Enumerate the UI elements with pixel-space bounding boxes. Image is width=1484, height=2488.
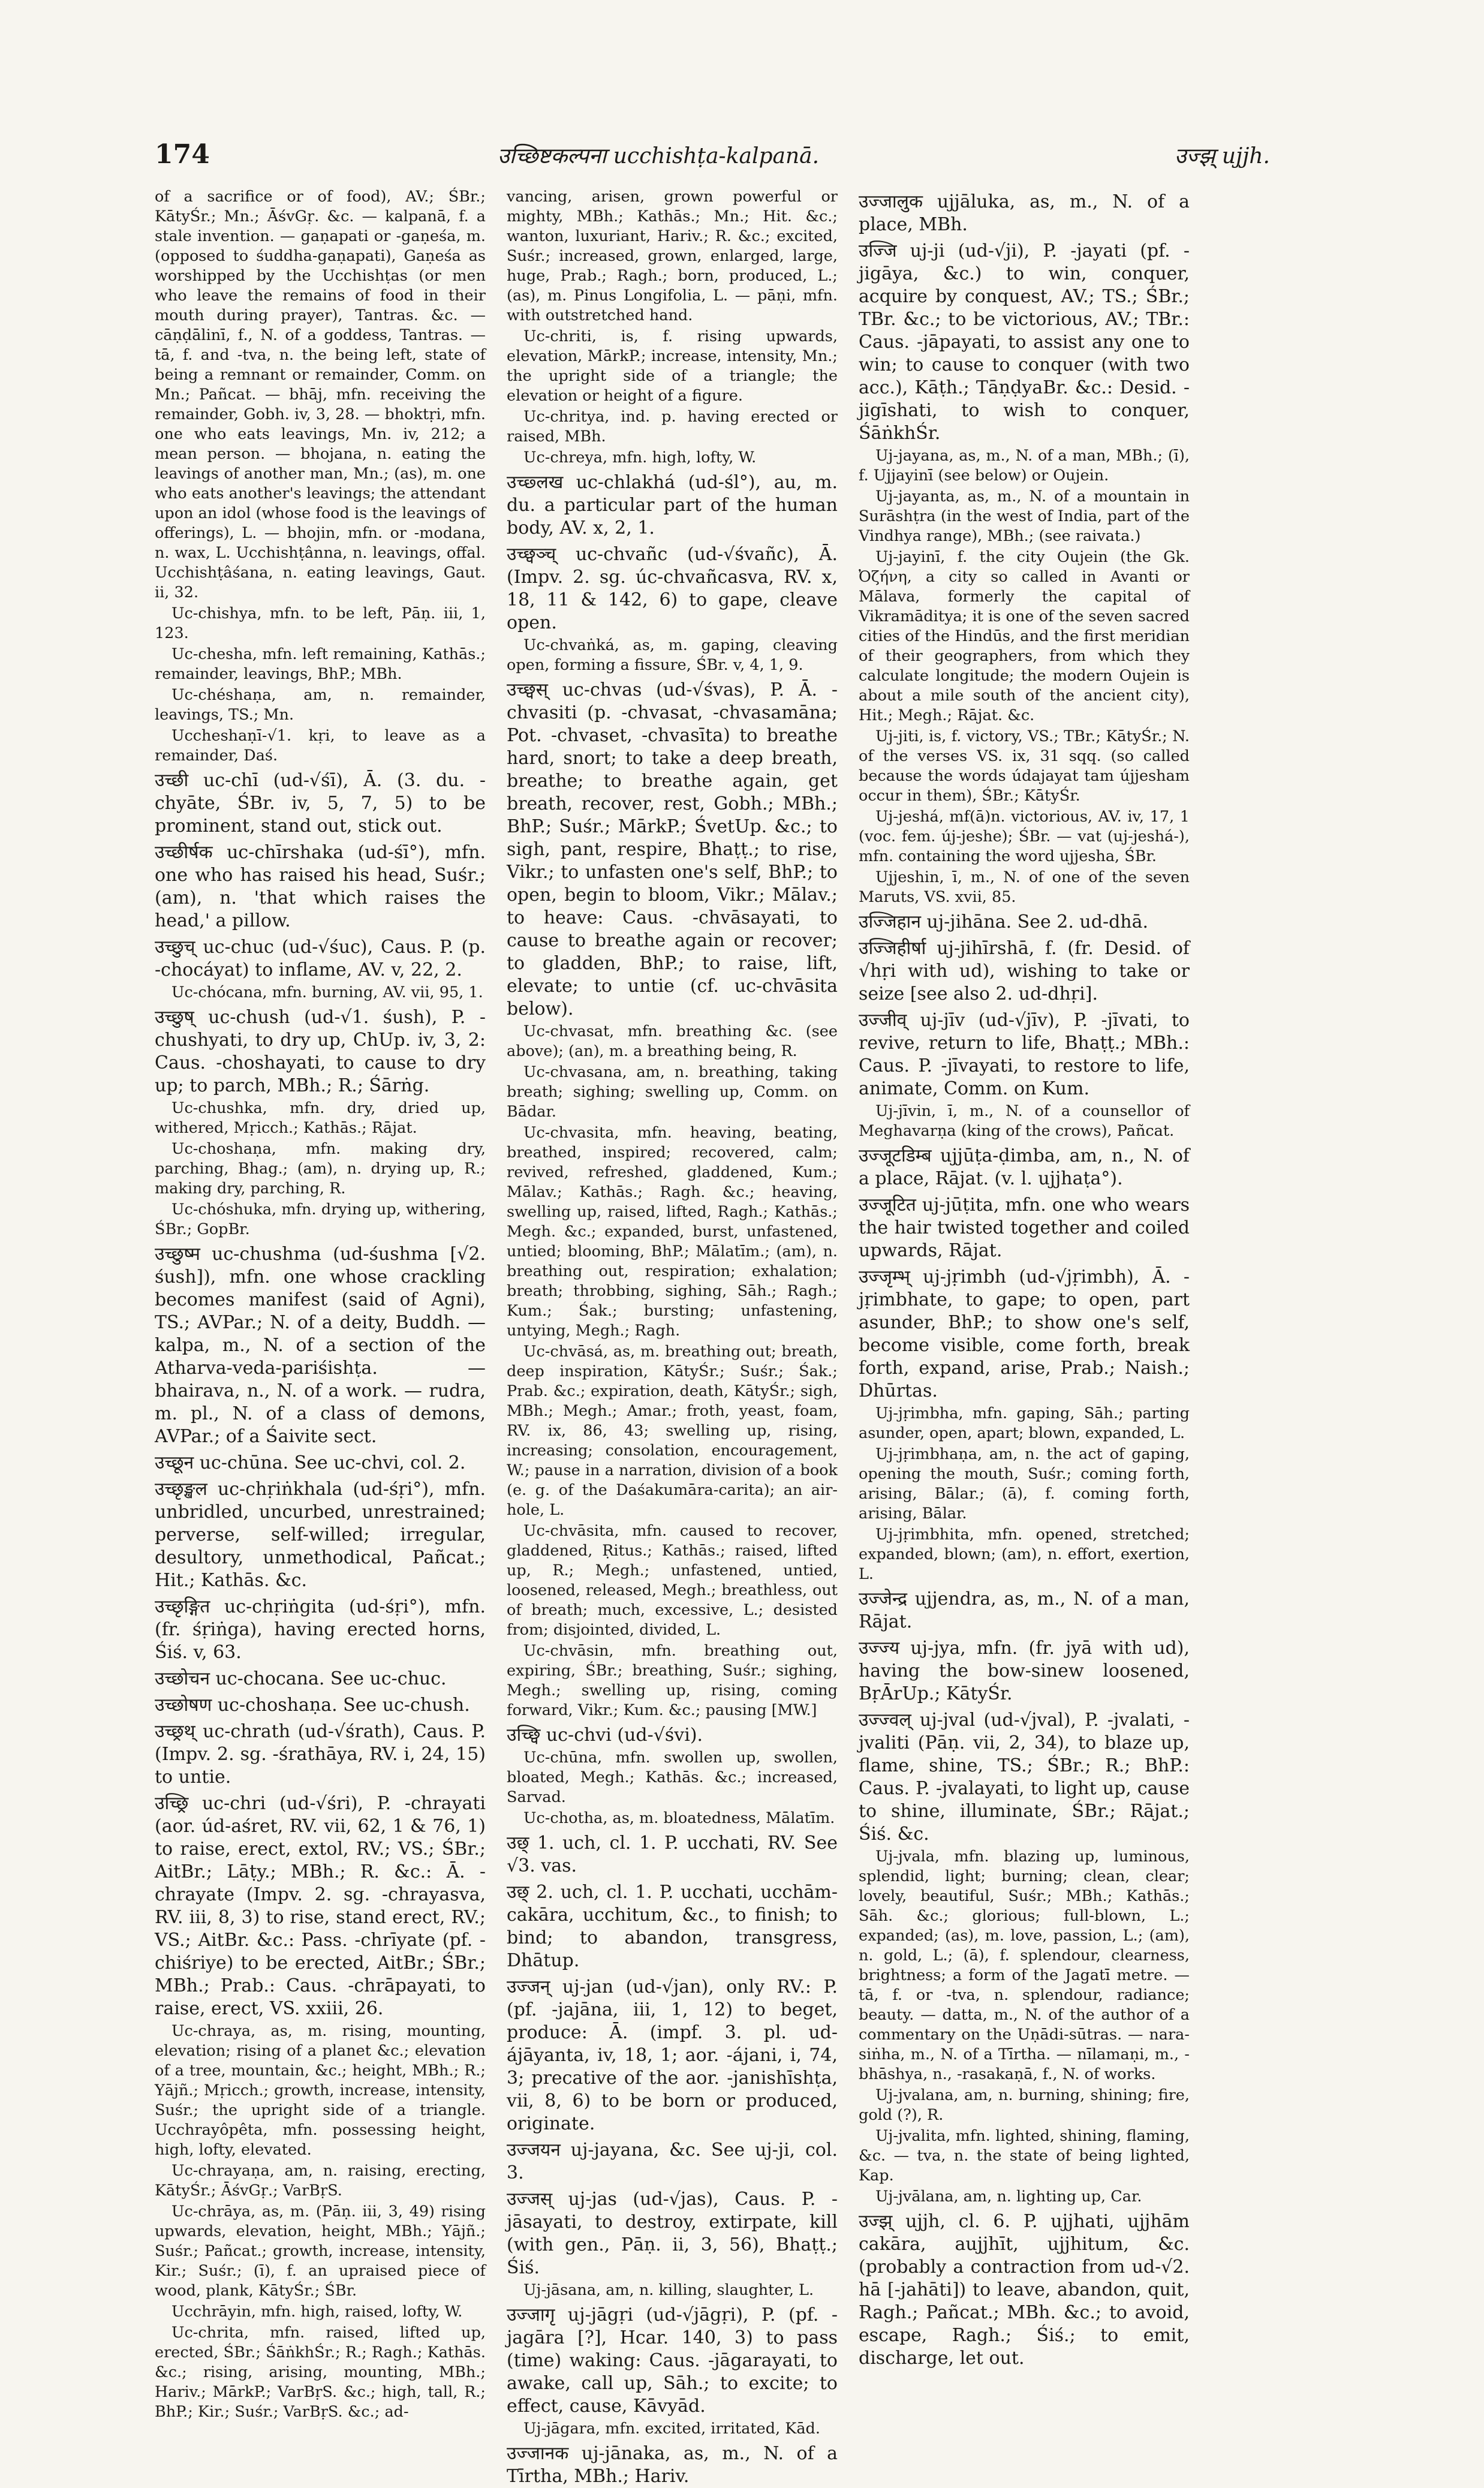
dictionary-entry: Uj-jṛimbha, mfn. gaping, Sāh.; parting asunder, open, apart; blown, expanded, L. <box>859 1404 1190 1442</box>
dictionary-entry: उज्झ् ujjh, cl. 6. P. ujjhati, ujjhām cakāra, aujjhīt, ujjhitum, &c. (probably a contraction from ud-√2. hā [-jahāti]) to leave, abandon, quit, Ragh.; Pañcat.; MBh. &c.; to avoid, escape, Ragh.; Śiś.; to emit, discharge, let out. <box>859 2211 1190 2369</box>
dictionary-entry: Uj-jvālana, am, n. lighting up, Car. <box>875 2188 1142 2206</box>
dictionary-entry: Uj-jayanta, as, m., N. of a mountain in Surāshṭra (in the west of India, part of the Vindhya range), MBh.; (see raivata.) <box>859 488 1190 545</box>
dictionary-entry: Uj-jṛimbhaṇa, am, n. the act of gaping, opening the mouth, Suśr.; coming forth, arising, Bālar.; (ā), f. coming forth, arising, Bālar. <box>859 1445 1190 1523</box>
dictionary-entry: Uc-chriti, is, f. rising upwards, elevation, MārkP.; increase, intensity, Mn.; the upright side of a triangle; the elevation or height of a figure. <box>507 327 838 405</box>
dictionary-entry: Uc-chreya, mfn. high, lofty, W. <box>523 449 757 467</box>
dictionary-entry: उज्जयन uj-jayana, &c. See uj-ji, col. 3. <box>507 2140 838 2183</box>
dictionary-entry: Uc-chóshuka, mfn. drying up, withering, ŚBr.; GopBr. <box>155 1201 486 1238</box>
running-head-left: उच्छिष्टकल्पना ucchishṭa-kalpanā. <box>497 144 820 169</box>
dictionary-entry: Uc-chotha, as, m. bloatedness, Mālatīm. <box>523 1809 835 1827</box>
dictionary-entry: उच्छृङ्खल uc-chṛiṅkhala (ud-śṛi°), mfn. unbridled, uncurbed, unrestrained; perverse, self-willed; irregular, desultory, unmethodical, Pañcat.; Hit.; Kathās. &c. <box>155 1479 486 1591</box>
dictionary-entry: Uc-chvasita, mfn. heaving, beating, breathed, inspired; recovered, calm; revived, refreshed, gladdened, Kum.; Mālav.; Kathās.; Ragh. &c.; heaving, swelling up, raised, lifted, Ragh.; Kathās.; Megh. &c.; expanded, burst, unfastened, untied; blooming, BhP.; Mālatīm.; (am), n. breathing out, respiration; exhalation; breath; throbbing, sighing, Sāh.; Ragh.; Kum.; Śak.; bursting; unfastening, untying, Megh.; Ragh. <box>507 1124 838 1340</box>
dictionary-entry: उच्छीर्षक uc-chīrshaka (ud-śī°), mfn. one who has raised his head, Suśr.; (am), n. 'that which raises the head,' a pillow. <box>155 842 486 931</box>
dictionary-entry: Uj-jayana, as, m., N. of a man, MBh.; (ī), f. Ujjayinī (see below) or Oujein. <box>859 447 1190 485</box>
page-number: 174 <box>155 139 210 170</box>
dictionary-entry: उच्छोषण uc-choshaṇa. See uc-chush. <box>155 1695 470 1716</box>
dictionary-entry: उज्जेन्द्र ujjendra, as, m., N. of a man, Rājat. <box>859 1589 1190 1632</box>
dictionary-entry: of a sacrifice or of food), AV.; ŚBr.; KātyŚr.; Mn.; ĀśvGṛ. &c. — kalpanā, f. a stale invention. — gaṇapati or -gaṇeśa, m. (opposed to śuddha-gaṇapati), Gaṇeśa as worshipped by the Ucchishṭas (or men who leave the remains of food in their mouth during prayer), Tantras. &c. — cāṇḍālinī, f., N. of a goddess, Tantras. — tā, f. and -tva, n. the being left, state of being a remnant or remainder, Comm. on Mn.; Pañcat. — bhāj, mfn. receiving the remainder, Gobh. iv, 3, 28. — bhoktṛi, mfn. one who eats leavings, Mn. iv, 212; a mean person. — bhojana, n. eating the leavings of another man, Mn.; (as), m. one who eats another's leavings; the attendant upon an idol (whose food is the leavings of offerings), L. — bhojin, mfn. or -modana, n. wax, L. Ucchishṭânna, n. leavings, offal. Ucchishṭâśana, n. eating leavings, Gaut. ii, 32. <box>155 188 486 601</box>
dictionary-entry: उज्जूटडिम्ब ujjūṭa-ḍimba, am, n., N. of a place, Rājat. (v. l. ujjhaṭa°). <box>859 1145 1190 1189</box>
dictionary-entry: उच्छुष्म uc-chushma (ud-śushma [√2. śush]), mfn. one whose crackling becomes manifest (said of Agni), TS.; AVPar.; N. of a deity, Buddh. — kalpa, m., N. of a section of the Atharva-veda-pariśishṭa. — bhairava, n., N. of a work. — rudra, m. pl., N. of a class of demons, AVPar.; of a Śaivite sect. <box>155 1244 486 1447</box>
dictionary-entry: उज्जस् uj-jas (ud-√jas), Caus. P. -jāsayati, to destroy, extirpate, kill (with gen., Pāṇ. ii, 3, 56), Bhaṭṭ.; Śiś. <box>507 2189 838 2278</box>
dictionary-entry: vancing, arisen, grown powerful or mighty, MBh.; Kathās.; Mn.; Hit. &c.; wanton, luxuriant, Hariv.; R. &c.; excited, Suśr.; increased, grown, enlarged, large, huge, Prab.; Ragh.; born, produced, L.; (as), m. Pinus Longifolia, L. — pāṇi, mfn. with outstretched hand. <box>507 188 838 324</box>
dictionary-entry: Uc-chushka, mfn. dry, dried up, withered, Mṛicch.; Kathās.; Rājat. <box>155 1099 486 1137</box>
dictionary-entry: उज्जन् uj-jan (ud-√jan), only RV.: P. (pf. -jajāna, iii, 1, 12) to beget, produce: Ā. (impf. 3. pl. ud-ájāyanta, iv, 18, 1; aor. -ájani, i, 74, 3; precative of the aor. -janishīshṭa, vii, 8, 6) to be born or produced, originate. <box>507 1976 838 2134</box>
dictionary-entry: Uj-jvalana, am, n. burning, shining; fire, gold (?), R. <box>859 2086 1190 2124</box>
dictionary-entry: उच्छोचन uc-chocana. See uc-chuc. <box>155 1668 447 1689</box>
column-1 <box>155 187 486 2421</box>
dictionary-entry: उच्छ्वस् uc-chvas (ud-√śvas), P. Ā. -chvasiti (p. -chvasat, -chvasamāna; Pot. -chvaset, -chvasīta) to breathe hard, snort; to take a deep breath, breathe; to breathe again, get breath, recover, rest, Gobh.; MBh.; BhP.; Suśr.; MārkP.; ŚvetUp. &c.; to sigh, pant, respire, Bhaṭṭ.; to rise, Vikr.; to unfasten one's self, BhP.; to open, begin to bloom, Vikr.; Mālav.; to heave: Caus. -chvāsayati, to cause to breathe again or recover; to gladden, BhP.; to raise, lift, elevate; to untie (cf. uc-chvāsita below). <box>507 679 838 1019</box>
dictionary-entry: Uj-jeshá, mf(ā)n. victorious, AV. iv, 17, 1 (voc. fem. új-jeshe); ŚBr. — vat (uj-jeshá-), mfn. containing the word ujjesha, ŚBr. <box>859 808 1190 865</box>
dictionary-entry: Uc-chrāya, as, m. (Pāṇ. iii, 3, 49) rising upwards, elevation, height, MBh.; Yājñ.; Suśr.; Pañcat.; growth, increase, intensity, Kir.; Suśr.; (ī), f. an upraised piece of wood, plank, KātyŚr.; ŚBr. <box>155 2203 486 2300</box>
dictionary-entry: Uc-choshaṇa, mfn. making dry, parching, Bhag.; (am), n. drying up, R.; making dry, parching, R. <box>155 1140 486 1198</box>
column-3 <box>859 187 1190 2369</box>
dictionary-entry: Ujjeshin, ī, m., N. of one of the seven Maruts, VS. xvii, 85. <box>859 868 1190 906</box>
dictionary-entry: Ucchrāyin, mfn. high, raised, lofty, W. <box>171 2303 463 2321</box>
dictionary-entry: उज्ज्य uj-jya, mfn. (fr. jyā with ud), having the bow-sinew loosened, BṛĀrUp.; KātyŚr. <box>859 1638 1190 1704</box>
dictionary-entry: Uc-chesha, mfn. left remaining, Kathās.; remainder, leavings, BhP.; MBh. <box>155 645 486 683</box>
dictionary-entry: उच्छी uc-chī (ud-√śī), Ā. (3. du. -chyāte, ŚBr. iv, 5, 7, 5) to be prominent, stand out, stick out. <box>155 770 486 837</box>
dictionary-entry: Uj-jṛimbhita, mfn. opened, stretched; expanded, blown; (am), n. effort, exertion, L. <box>859 1526 1190 1583</box>
dictionary-entry: Uj-jayinī, f. the city Oujein (the Gk. Ὀζήνη, a city so called in Avanti or Mālava, formerly the capital of Vikramāditya; it is one of the seven sacred cities of the Hindūs, and the first meridian of their geographers, from which they calculate longitude; the modern Oujein is about a mile south of the ancient city), Hit.; Megh.; Rājat. &c. <box>859 548 1190 724</box>
dictionary-entry: Uc-chraya, as, m. rising, mounting, elevation; rising of a planet &c.; elevation of a tree, mountain, &c.; height, MBh.; R.; Yājñ.; Mṛicch.; growth, increase, intensity, Suśr.; the upright side of a triangle. Ucchrayôpêta, mfn. possessing height, high, lofty, elevated. <box>155 2022 486 2159</box>
dictionary-entry: Uc-chvāsin, mfn. breathing out, expiring, ŚBr.; breathing, Suśr.; sighing, Megh.; swelling up, rising, coming forward, Vikr.; Kum. &c.; pausing [MW.] <box>507 1642 838 1719</box>
dictionary-entry: Uj-jiti, is, f. victory, VS.; TBr.; KātyŚr.; N. of the verses VS. ix, 31 sqq. (so called because the words údajayat tam újjesham occur in them), ŚBr.; KātyŚr. <box>859 727 1190 805</box>
dictionary-entry: उज्जालुक ujjāluka, as, m., N. of a place, MBh. <box>859 191 1190 235</box>
dictionary-entry: Uc-chūna, mfn. swollen up, swollen, bloated, Megh.; Kathās. &c.; increased, Sarvad. <box>507 1749 838 1806</box>
column-2 <box>507 187 838 2487</box>
dictionary-entry: उज्जृम्भ् uj-jṛimbh (ud-√jṛimbh), Ā. -jṛimbhate, to gape; to open, part asunder, BhP.; to show one's self, become visible, come forth, break forth, expand, arise, Prab.; Naish.; Dhūrtas. <box>859 1266 1190 1401</box>
dictionary-entry: Uc-chrayaṇa, am, n. raising, erecting, KātyŚr.; ĀśvGṛ.; VarBṛS. <box>155 2162 486 2200</box>
dictionary-entry: उच्छून uc-chūna. See uc-chvi, col. 2. <box>155 1452 466 1473</box>
dictionary-entry: Uc-chvāsá, as, m. breathing out; breath, deep inspiration, KātyŚr.; Suśr.; Śak.; Prab. &c.; expiration, death, KātyŚr.; sigh, MBh.; Megh.; Amar.; froth, yeast, foam, RV. ix, 86, 43; swelling up, rising, increasing; consolation, encouragement, W.; pause in a narration, division of a book (e. g. of the Daśakumāra-carita); an air-hole, L. <box>507 1343 838 1519</box>
dictionary-entry: उज्जागृ uj-jāgṛi (ud-√jāgṛi), P. (pf. -jagāra [?], Hcar. 140, 3) to pass (time) waking: Caus. -jāgarayati, to awake, call up, Sāh.; to excite; to effect, cause, Kāvyād. <box>507 2305 838 2417</box>
dictionary-entry: Uc-chvasat, mfn. breathing &c. (see above); (an), m. a breathing being, R. <box>507 1022 838 1060</box>
dictionary-entry: Uc-chvāsita, mfn. caused to recover, gladdened, Ṛitus.; Kathās.; raised, lifted up, R.; Megh.; unfastened, untied, loosened, released, Megh.; breathless, out of breath; much, excessive, L.; desisted from; disjointed, divided, L. <box>507 1522 838 1639</box>
dictionary-entry: उच्छ्रि uc-chri (ud-√śri), P. -chrayati (aor. úd-aśret, RV. vii, 62, 1 & 76, 1) to raise, erect, extol, RV.; VS.; ŚBr.; AitBr.; Lāṭy.; MBh.; R. &c.: Ā. -chrayate (Impv. 2. sg. -chrayasva, RV. iii, 8, 3) to rise, stand erect, RV.; VS.; AitBr. &c.: Pass. -chrīyate (pf. -chiśriye) to be erected, AitBr.; ŚBr.; MBh.; Prab.: Caus. -chrāpayati, to raise, erect, VS. xxiii, 26. <box>155 1793 486 2019</box>
dictionary-entry: उज्जि uj-ji (ud-√ji), P. -jayati (pf. -jigāya, &c.) to win, conquer, acquire by conquest, AV.; TS.; ŚBr.; TBr. &c.; to be victorious, AV.; TBr.: Caus. -jāpayati, to assist any one to win; to cause to conquer (with two acc.), Kāṭh.; TāṇḍyaBr. &c.: Desid. -jigīshati, to wish to conquer, ŚāṅkhŚr. <box>859 240 1190 444</box>
dictionary-entry: Uj-jvala, mfn. blazing up, luminous, splendid, light; burning; clean, clear; lovely, beautiful, Suśr.; MBh.; Kathās.; Sāh. &c.; glorious; full-blown, L.; expanded; (as), m. love, passion, L.; (am), n. gold, L.; (ā), f. splendour, clearness, brightness; a form of the Jagatī metre. — tā, f. or -tva, n. splendour, radiance; beauty. — datta, m., N. of the author of a commentary on the Uṇādi-sūtras. — nara-siṅha, m., N. of a Tīrtha. — nīlamaṇi, m., -bhāshya, n., -rasakaṇā, f., N. of works. <box>859 1848 1190 2083</box>
dictionary-entry: Uc-chvasana, am, n. breathing, taking breath; sighing; swelling up, Comm. on Bādar. <box>507 1063 838 1121</box>
dictionary-entry: Uc-chrita, mfn. raised, lifted up, erected, ŚBr.; ŚāṅkhŚr.; R.; Ragh.; Kathās. &c.; rising, arising, mounting, MBh.; Hariv.; MārkP.; VarBṛS. &c.; high, tall, R.; BhP.; Kir.; Suśr.; VarBṛS. &c.; ad- <box>155 2324 486 2421</box>
dictionary-entry: उज्ज्वल् uj-jval (ud-√jval), P. -jvalati, -jvaliti (Pāṇ. vii, 2, 34), to blaze up, flame, shine, TS.; ŚBr.; R.; BhP.: Caus. P. -jvalayati, to light up, cause to shine, illuminate, ŚBr.; Rājat.; Śiś. &c. <box>859 1710 1190 1845</box>
dictionary-entry: Uc-chritya, ind. p. having erected or raised, MBh. <box>507 408 838 446</box>
dictionary-entry: Uc-chvaṅká, as, m. gaping, cleaving open, forming a fissure, ŚBr. v, 4, 1, 9. <box>507 636 838 674</box>
page-header <box>155 139 1270 175</box>
dictionary-entry: उच्छ्वि uc-chvi (ud-√śvi). <box>507 1725 703 1746</box>
dictionary-entry: Uc-chócana, mfn. burning, AV. vii, 95, 1. <box>171 983 483 1001</box>
dictionary-entry: उज्जीव् uj-jīv (ud-√jīv), P. -jīvati, to revive, return to life, Bhaṭṭ.; MBh.: Caus. P. -jīvayati, to restore to life, animate, Comm. on Kum. <box>859 1010 1190 1099</box>
dictionary-entry: Uc-chéshaṇa, am, n. remainder, leavings, TS.; Mn. <box>155 686 486 724</box>
dictionary-entry: उच्छुच् uc-chuc (ud-√śuc), Caus. P. (p. -chocáyat) to inflame, AV. v, 22, 2. <box>155 937 486 980</box>
dictionary-entry: Uccheshaṇī-√1. kṛi, to leave as a remainder, Daś. <box>155 727 486 765</box>
dictionary-entry: Uj-jāsana, am, n. killing, slaughter, L. <box>523 2281 814 2299</box>
dictionary-entry: Uj-jīvin, ī, m., N. of a counsellor of Meghavarṇa (king of the crows), Pañcat. <box>859 1102 1190 1140</box>
running-head-right: उज्झ् ujjh. <box>1174 144 1270 169</box>
dictionary-entry: उच्छृङ्गित uc-chṛiṅgita (ud-śṛi°), mfn. (fr. śṛiṅga), having erected horns, Śiś. v, 63. <box>155 1596 486 1663</box>
dictionary-entry: उच्छुष् uc-chush (ud-√1. śush), P. -chushyati, to dry up, ChUp. iv, 3, 2: Caus. -choshayati, to cause to dry up; to parch, MBh.; R.; Śārṅg. <box>155 1007 486 1096</box>
dictionary-entry: उज्जिहान uj-jihāna. See 2. ud-dhā. <box>859 911 1149 932</box>
dictionary-entry: उच्छ्रथ् uc-chrath (ud-√śrath), Caus. P. (Impv. 2. sg. -śrathāya, RV. i, 24, 15) to untie. <box>155 1721 486 1788</box>
dictionary-entry: Uc-chishya, mfn. to be left, Pāṇ. iii, 1, 123. <box>155 604 486 642</box>
dictionary-entry: Uj-jvalita, mfn. lighted, shining, flaming, &c. — tva, n. the state of being lighted, Kap. <box>859 2127 1190 2185</box>
dictionary-entry: उछ् 2. uch, cl. 1. P. ucchati, ucchām-cakāra, ucchitum, &c., to finish; to bind; to abandon, transgress, Dhātup. <box>507 1882 838 1971</box>
dictionary-entry: उच्छ्वञ्च् uc-chvañc (ud-√śvañc), Ā. (Impv. 2. sg. úc-chvañcasva, RV. x, 18, 11 & 142, 6) to gape, cleave open. <box>507 544 838 633</box>
dictionary-entry: उज्जिहीर्षा uj-jihīrshā, f. (fr. Desid. of √hṛi with ud), wishing to take or seize [see also 2. ud-dhṛi]. <box>859 938 1190 1004</box>
dictionary-entry: Uj-jāgara, mfn. excited, irritated, Kād. <box>523 2420 820 2438</box>
dictionary-entry: उज्जूटित uj-jūṭita, mfn. one who wears the hair twisted together and coiled upwards, Rājat. <box>859 1195 1190 1261</box>
dictionary-entry: उज्जानक uj-jānaka, as, m., N. of a Tīrtha, MBh.; Hariv. <box>507 2443 838 2487</box>
dictionary-entry: उच्छ्लख uc-chlakhá (ud-śl°), au, m. du. a particular part of the human body, AV. x, 2, 1. <box>507 472 838 538</box>
dictionary-entry: उछ् 1. uch, cl. 1. P. ucchati, RV. See √3. vas. <box>507 1833 838 1876</box>
